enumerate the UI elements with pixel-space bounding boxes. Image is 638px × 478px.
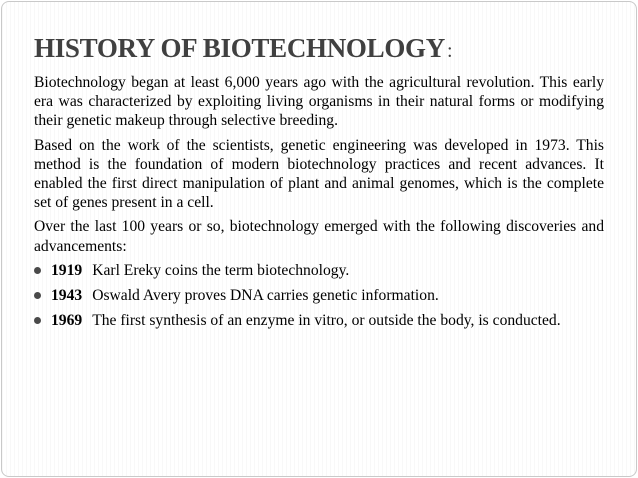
slide-title: [34, 28, 452, 71]
timeline-item-1943: [34, 286, 604, 305]
timeline-year: 1969: [51, 312, 83, 330]
bullet-dot-icon: [34, 317, 41, 324]
timeline-list: [34, 261, 604, 331]
slide-title-text: HISTORY OF BIOTECHNOLOGY: [34, 33, 445, 63]
timeline-year: 1943: [51, 287, 83, 305]
bullet-dot-icon: [34, 292, 41, 299]
slide: [1, 1, 637, 477]
timeline-item-1919: [34, 261, 604, 280]
slide-body: [34, 73, 604, 336]
timeline-text: Karl Ereky coins the term biotechnology.: [92, 261, 350, 279]
paragraph-discoveries-intro: Over the last 100 years or so, biotechnology emerged with the following discoveries and advancements:: [34, 218, 604, 255]
paragraph-agricultural-revolution: Biotechnology began at least 6,000 years ago with the agricultural revolution. This early era was characterized by exploiting living organisms in their natural forms or modifying their genetic makeup through selective breeding.: [34, 74, 604, 130]
timeline-text: Oswald Avery proves DNA carries genetic information.: [92, 287, 439, 305]
slide-title-colon: :: [446, 40, 453, 62]
timeline-text: The first synthesis of an enzyme in vitro, or outside the body, is conducted.: [92, 312, 561, 330]
bullet-dot-icon: [34, 267, 41, 274]
paragraph-genetic-engineering: Based on the work of the scientists, genetic engineering was developed in 1973. This method is the foundation of modern biotechnology practices and recent advances. It enabled the first direct manipulation of plant and animal genomes, which is the complete set of genes present in a cell.: [34, 136, 604, 212]
timeline-year: 1919: [51, 261, 83, 279]
timeline-item-1969: [34, 311, 604, 330]
